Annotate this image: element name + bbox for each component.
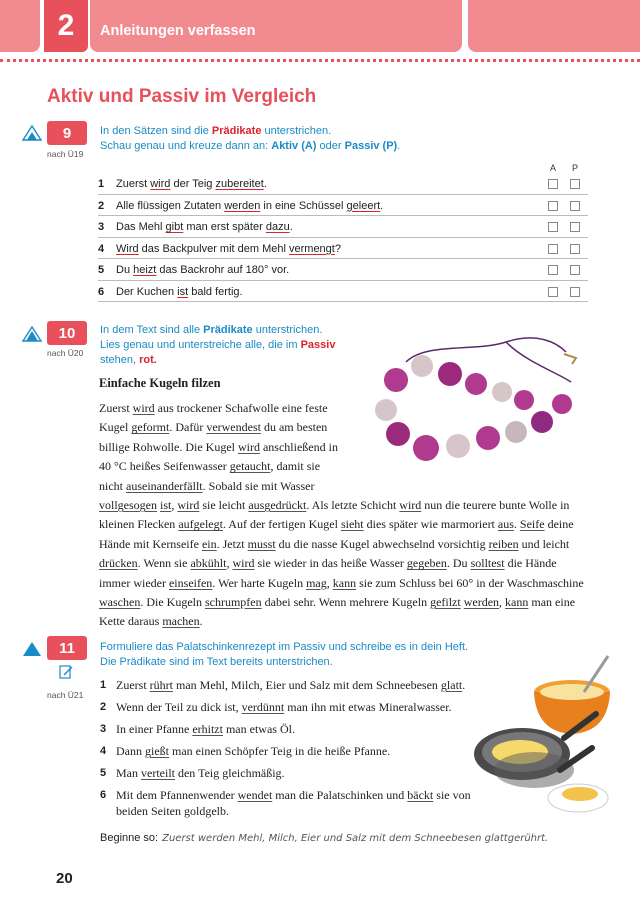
list-item: [100, 677, 490, 693]
underlined-predicate: verteilt: [141, 766, 175, 780]
story-text-segment: immer wieder: [99, 575, 169, 590]
underlined-predicate: wird: [177, 498, 200, 512]
item-number: 3: [100, 723, 107, 735]
item-number: 4: [100, 745, 107, 757]
level-pyramid-icon: [22, 326, 42, 342]
story-text-segment: . Auf der fertigen Kugel: [222, 517, 341, 532]
column-p-header: P: [572, 163, 579, 173]
checkbox-passiv[interactable]: [570, 265, 580, 275]
item-text-segment: Mit dem Pfannenwender: [116, 788, 238, 802]
column-a-header: A: [550, 163, 557, 173]
story-text-segment: . Du: [446, 556, 471, 571]
underlined-predicate: wird: [150, 178, 171, 190]
underlined-predicate: rührt: [149, 678, 173, 692]
story-text-segment: sie zum Schluss bei 60° in der Waschmaschine: [356, 575, 584, 590]
underlined-predicate: wird: [237, 439, 260, 454]
story-text-segment: sie wieder in das heiße Wasser: [254, 556, 407, 571]
exercise-11-number: 11: [47, 636, 87, 660]
write-notebook-icon: [58, 664, 74, 680]
row-number: 2: [98, 199, 105, 212]
table-row: [98, 281, 588, 303]
underlined-predicate: werden: [463, 595, 500, 609]
underlined-predicate: gibt: [165, 221, 184, 233]
underlined-predicate: drücken: [99, 556, 138, 571]
underlined-predicate: wird: [399, 498, 422, 512]
story-line: [99, 477, 314, 496]
underlined-predicate: aufgelegt: [178, 517, 223, 532]
sentence-text: bald fertig.: [188, 285, 243, 298]
underlined-predicate: erhitzt: [192, 722, 223, 736]
item-number: 5: [100, 767, 107, 779]
underlined-predicate: machen: [162, 614, 200, 629]
story-text-segment: anschließend in: [259, 439, 338, 454]
story-text-segment: und leicht: [518, 536, 570, 551]
checkbox-passiv[interactable]: [570, 287, 580, 297]
story-text-segment: , damit sie: [270, 459, 321, 474]
row-number: 5: [98, 264, 105, 276]
underlined-predicate: waschen: [99, 595, 141, 609]
underlined-predicate: Seife: [519, 517, 545, 532]
level-pyramid-icon: [22, 125, 42, 141]
sentence-text: Der Kuchen: [116, 285, 178, 298]
sentence-text: das Backrohr auf 180° vor.: [156, 264, 290, 276]
story-text-segment: ,: [326, 575, 333, 590]
necklace-photo: [366, 322, 588, 474]
story-line: [99, 399, 328, 418]
story-text-segment: ,: [499, 595, 506, 609]
checkbox-passiv[interactable]: [570, 179, 580, 189]
exercise-10-number: 10: [47, 321, 87, 345]
table-row: [98, 259, 588, 281]
underlined-predicate: vermengt: [289, 242, 335, 255]
level-pyramid-icon: [22, 641, 42, 657]
sentence-text: in eine Schüssel: [260, 199, 347, 212]
sentence-text: Du: [116, 264, 134, 276]
checkbox-passiv[interactable]: [570, 244, 580, 254]
exercise-9-ref: nach Ü19: [47, 149, 84, 159]
story-text-segment: . Dafür: [169, 420, 207, 435]
sentence-text: ?: [334, 242, 341, 255]
item-text-segment: man einen Schöpfer Teig in die heiße Pfanne.: [169, 744, 391, 758]
story-text-segment: aus trockener Schafwolle eine feste: [154, 401, 328, 415]
sentence: [116, 178, 267, 190]
underlined-predicate: gießt: [145, 744, 169, 758]
item-text-segment: Man: [116, 766, 141, 780]
story-text-segment: .: [199, 614, 203, 629]
exercise-11-list: [100, 677, 490, 825]
underlined-predicate: wendet: [237, 788, 273, 802]
story-line: [99, 457, 320, 476]
story-text-segment: Kugel: [99, 420, 132, 435]
story-text-segment: billige Rohwolle. Die Kugel: [99, 439, 238, 454]
item-text-segment: In einer Pfanne: [116, 722, 193, 736]
item-text-segment: Wenn der Teil zu dick ist,: [116, 700, 242, 714]
underlined-predicate: glatt: [440, 678, 463, 692]
story-text-segment: . Wenn sie: [137, 556, 191, 571]
underlined-predicate: werden: [224, 199, 261, 212]
story-text-segment: . Sobald sie mit Wasser: [202, 478, 315, 493]
pan-bowl-illustration: [474, 652, 620, 822]
underlined-predicate: bäckt: [407, 788, 434, 802]
checkbox-aktiv[interactable]: [548, 265, 558, 275]
sentence-text: .: [380, 199, 384, 212]
checkbox-aktiv[interactable]: [548, 179, 558, 189]
sentence-text: Zuerst: [116, 178, 151, 190]
exercise-9-number: 9: [47, 121, 87, 145]
sentence-text: der Teig: [170, 178, 216, 190]
underlined-predicate: verwendest: [206, 420, 261, 435]
item-text-segment: .: [462, 678, 466, 692]
story-text-segment: du die nasse Kugel abwechselnd vorsichtig: [275, 536, 489, 551]
sentence: [116, 221, 293, 233]
underlined-predicate: ausgedrückt: [248, 498, 307, 512]
header-right-tab: [468, 0, 640, 52]
underlined-predicate: geleert: [346, 199, 381, 212]
item-number: 6: [100, 789, 107, 801]
checkbox-passiv[interactable]: [570, 222, 580, 232]
underlined-predicate: ist: [160, 498, 172, 512]
table-row: [98, 195, 588, 217]
underlined-predicate: kann: [332, 575, 357, 590]
underlined-predicate: Wird: [116, 242, 139, 255]
item-text-segment: man die Palatschinken und: [272, 788, 408, 802]
header-left-tab: [0, 0, 40, 52]
checkbox-aktiv[interactable]: [548, 287, 558, 297]
table-row: [98, 216, 588, 238]
item-text-segment: Zuerst: [116, 678, 150, 692]
story-line: [99, 554, 557, 573]
story-text-segment: ,: [226, 556, 233, 571]
story-text-segment: . Als letzte Schicht: [306, 498, 400, 512]
item-text-segment: man etwas Öl.: [222, 722, 295, 736]
underlined-predicate: aus: [497, 517, 514, 532]
list-item: [100, 765, 490, 781]
underlined-predicate: geformt: [131, 420, 170, 435]
story-text-segment: .: [513, 517, 520, 532]
row-number: 6: [98, 285, 105, 298]
sentence: [116, 243, 341, 255]
story-text-segment: man eine: [528, 595, 576, 609]
row-number: 1: [98, 178, 105, 190]
list-item: [100, 699, 490, 715]
story-text-segment: dies später wie marmoriert: [363, 517, 498, 532]
item-text-segment: Dann: [116, 744, 145, 758]
story-text-segment: die Hände: [504, 556, 557, 571]
row-number: 3: [98, 221, 105, 233]
underlined-predicate: gefilzt: [430, 595, 461, 609]
list-item: [100, 721, 490, 737]
underlined-predicate: kann: [505, 595, 529, 609]
story-text-segment: du am besten: [260, 420, 328, 435]
list-item: [100, 787, 490, 819]
story-text-segment: . Die Kugeln: [140, 595, 205, 609]
sentence-text: das Backpulver mit dem Mehl: [138, 242, 289, 255]
story-text-segment: ,: [171, 498, 178, 512]
story-text-segment: Kette daraus: [99, 614, 163, 629]
story-text-segment: . Jetzt: [216, 536, 248, 551]
exercise-9-instruction: In den Sätzen sind die Prädikate unterstrichen. Schau genau und kreuze dann an: Aktiv (A) oder Passiv (P).: [100, 125, 401, 152]
underlined-predicate: musst: [247, 536, 276, 551]
underlined-predicate: sieht: [340, 517, 364, 532]
checkbox-aktiv[interactable]: [548, 222, 558, 232]
story-line: [99, 574, 584, 593]
story-text-segment: Hände mit Kernseife: [99, 536, 202, 551]
underlined-predicate: abkühlt: [190, 556, 227, 571]
underlined-predicate: solltest: [470, 556, 505, 571]
underlined-predicate: schrumpfen: [204, 595, 262, 609]
story-line: [99, 593, 575, 612]
sentence: [116, 264, 289, 276]
sentence: [116, 200, 383, 212]
page-title: Aktiv und Passiv im Vergleich: [47, 86, 317, 107]
underlined-predicate: auseinanderfällt: [126, 478, 203, 493]
underlined-predicate: einseifen: [168, 575, 213, 590]
story-text-segment: kleinen Flecken: [99, 517, 179, 532]
item-number: 1: [100, 679, 107, 691]
underlined-predicate: reiben: [488, 536, 519, 551]
chapter-title: Anleitungen verfassen: [90, 0, 462, 52]
story-text-segment: deine: [544, 517, 574, 532]
story-line: [99, 515, 574, 534]
chapter-number: 2: [44, 0, 88, 52]
underlined-predicate: getaucht: [229, 459, 271, 474]
story-line: [99, 438, 338, 457]
story-text-segment: nicht: [99, 478, 126, 493]
sentence: [116, 286, 243, 298]
checkbox-aktiv[interactable]: [548, 201, 558, 211]
row-number: 4: [98, 242, 105, 255]
sentence-text: .: [263, 178, 267, 190]
underlined-predicate: wird: [132, 401, 155, 415]
underlined-predicate: mag: [306, 575, 327, 590]
exercise-10-ref: nach Ü20: [47, 348, 84, 358]
underlined-predicate: heizt: [133, 264, 157, 276]
story-text-segment: sie leicht: [199, 498, 249, 512]
item-text-segment: den Teig gleichmäßig.: [174, 766, 285, 780]
story-line: [99, 418, 327, 437]
underlined-predicate: dazu: [265, 221, 290, 233]
sentence-text: man erst später: [183, 221, 266, 233]
item-number: 2: [100, 701, 107, 713]
story-line: [99, 496, 569, 515]
sentence-text: .: [289, 221, 293, 233]
checkbox-passiv[interactable]: [570, 201, 580, 211]
exercise-9-table: [98, 173, 588, 302]
story-line: [99, 612, 203, 631]
underlined-predicate: zubereitet: [215, 178, 264, 190]
story-line: [99, 535, 569, 554]
sentence-text: Alle flüssigen Zutaten: [116, 199, 225, 212]
sentence-text: Das Mehl: [116, 221, 166, 233]
list-item: [100, 743, 490, 759]
item-text-segment: man ihn mit etwas Mineralwasser.: [284, 700, 452, 714]
page-number: 20: [56, 870, 73, 887]
underlined-predicate: verdünnt: [241, 700, 285, 714]
story-text-segment: dabei sehr. Wenn mehrere Kugeln: [261, 595, 431, 609]
begin-hint: Beginne so: Zuerst werden Mehl, Milch, Eier und Salz mit dem Schneebesen glattgerührt.: [100, 832, 549, 844]
underlined-predicate: ist: [177, 285, 189, 298]
exercise-11-instruction: Formuliere das Palatschinkenrezept im Passiv und schreibe es in dein Heft. Die Prädikate sind im Text bereits unterstrichen.: [100, 641, 469, 668]
exercise-10-instruction: In dem Text sind alle Prädikate unterstrichen. Lies genau und unterstreiche alle, die im Passiv stehen, rot.: [100, 324, 336, 366]
checkbox-aktiv[interactable]: [548, 244, 558, 254]
underlined-predicate: ein: [201, 536, 217, 551]
item-text-segment: man Mehl, Milch, Eier und Salz mit dem Schneebesen: [172, 678, 441, 692]
story-text-segment: . Wer harte Kugeln: [212, 575, 307, 590]
story-text-segment: 40 °C heißes Seifenwasser: [99, 459, 230, 474]
story-text-segment: Zuerst: [99, 401, 133, 415]
exercise-11-ref: nach Ü21: [47, 690, 84, 700]
table-row: [98, 238, 588, 260]
table-row: [98, 173, 588, 195]
underlined-predicate: gegeben: [406, 556, 447, 571]
underlined-predicate: vollgesogen: [99, 498, 157, 512]
story-text-segment: nun die teurere bunte Wolle in: [421, 498, 570, 512]
dotted-divider: [0, 59, 640, 62]
story-title: Einfache Kugeln filzen: [99, 376, 221, 390]
item-text-segment: sie von beiden Seiten goldgelb.: [116, 788, 471, 818]
underlined-predicate: wird: [232, 556, 255, 571]
